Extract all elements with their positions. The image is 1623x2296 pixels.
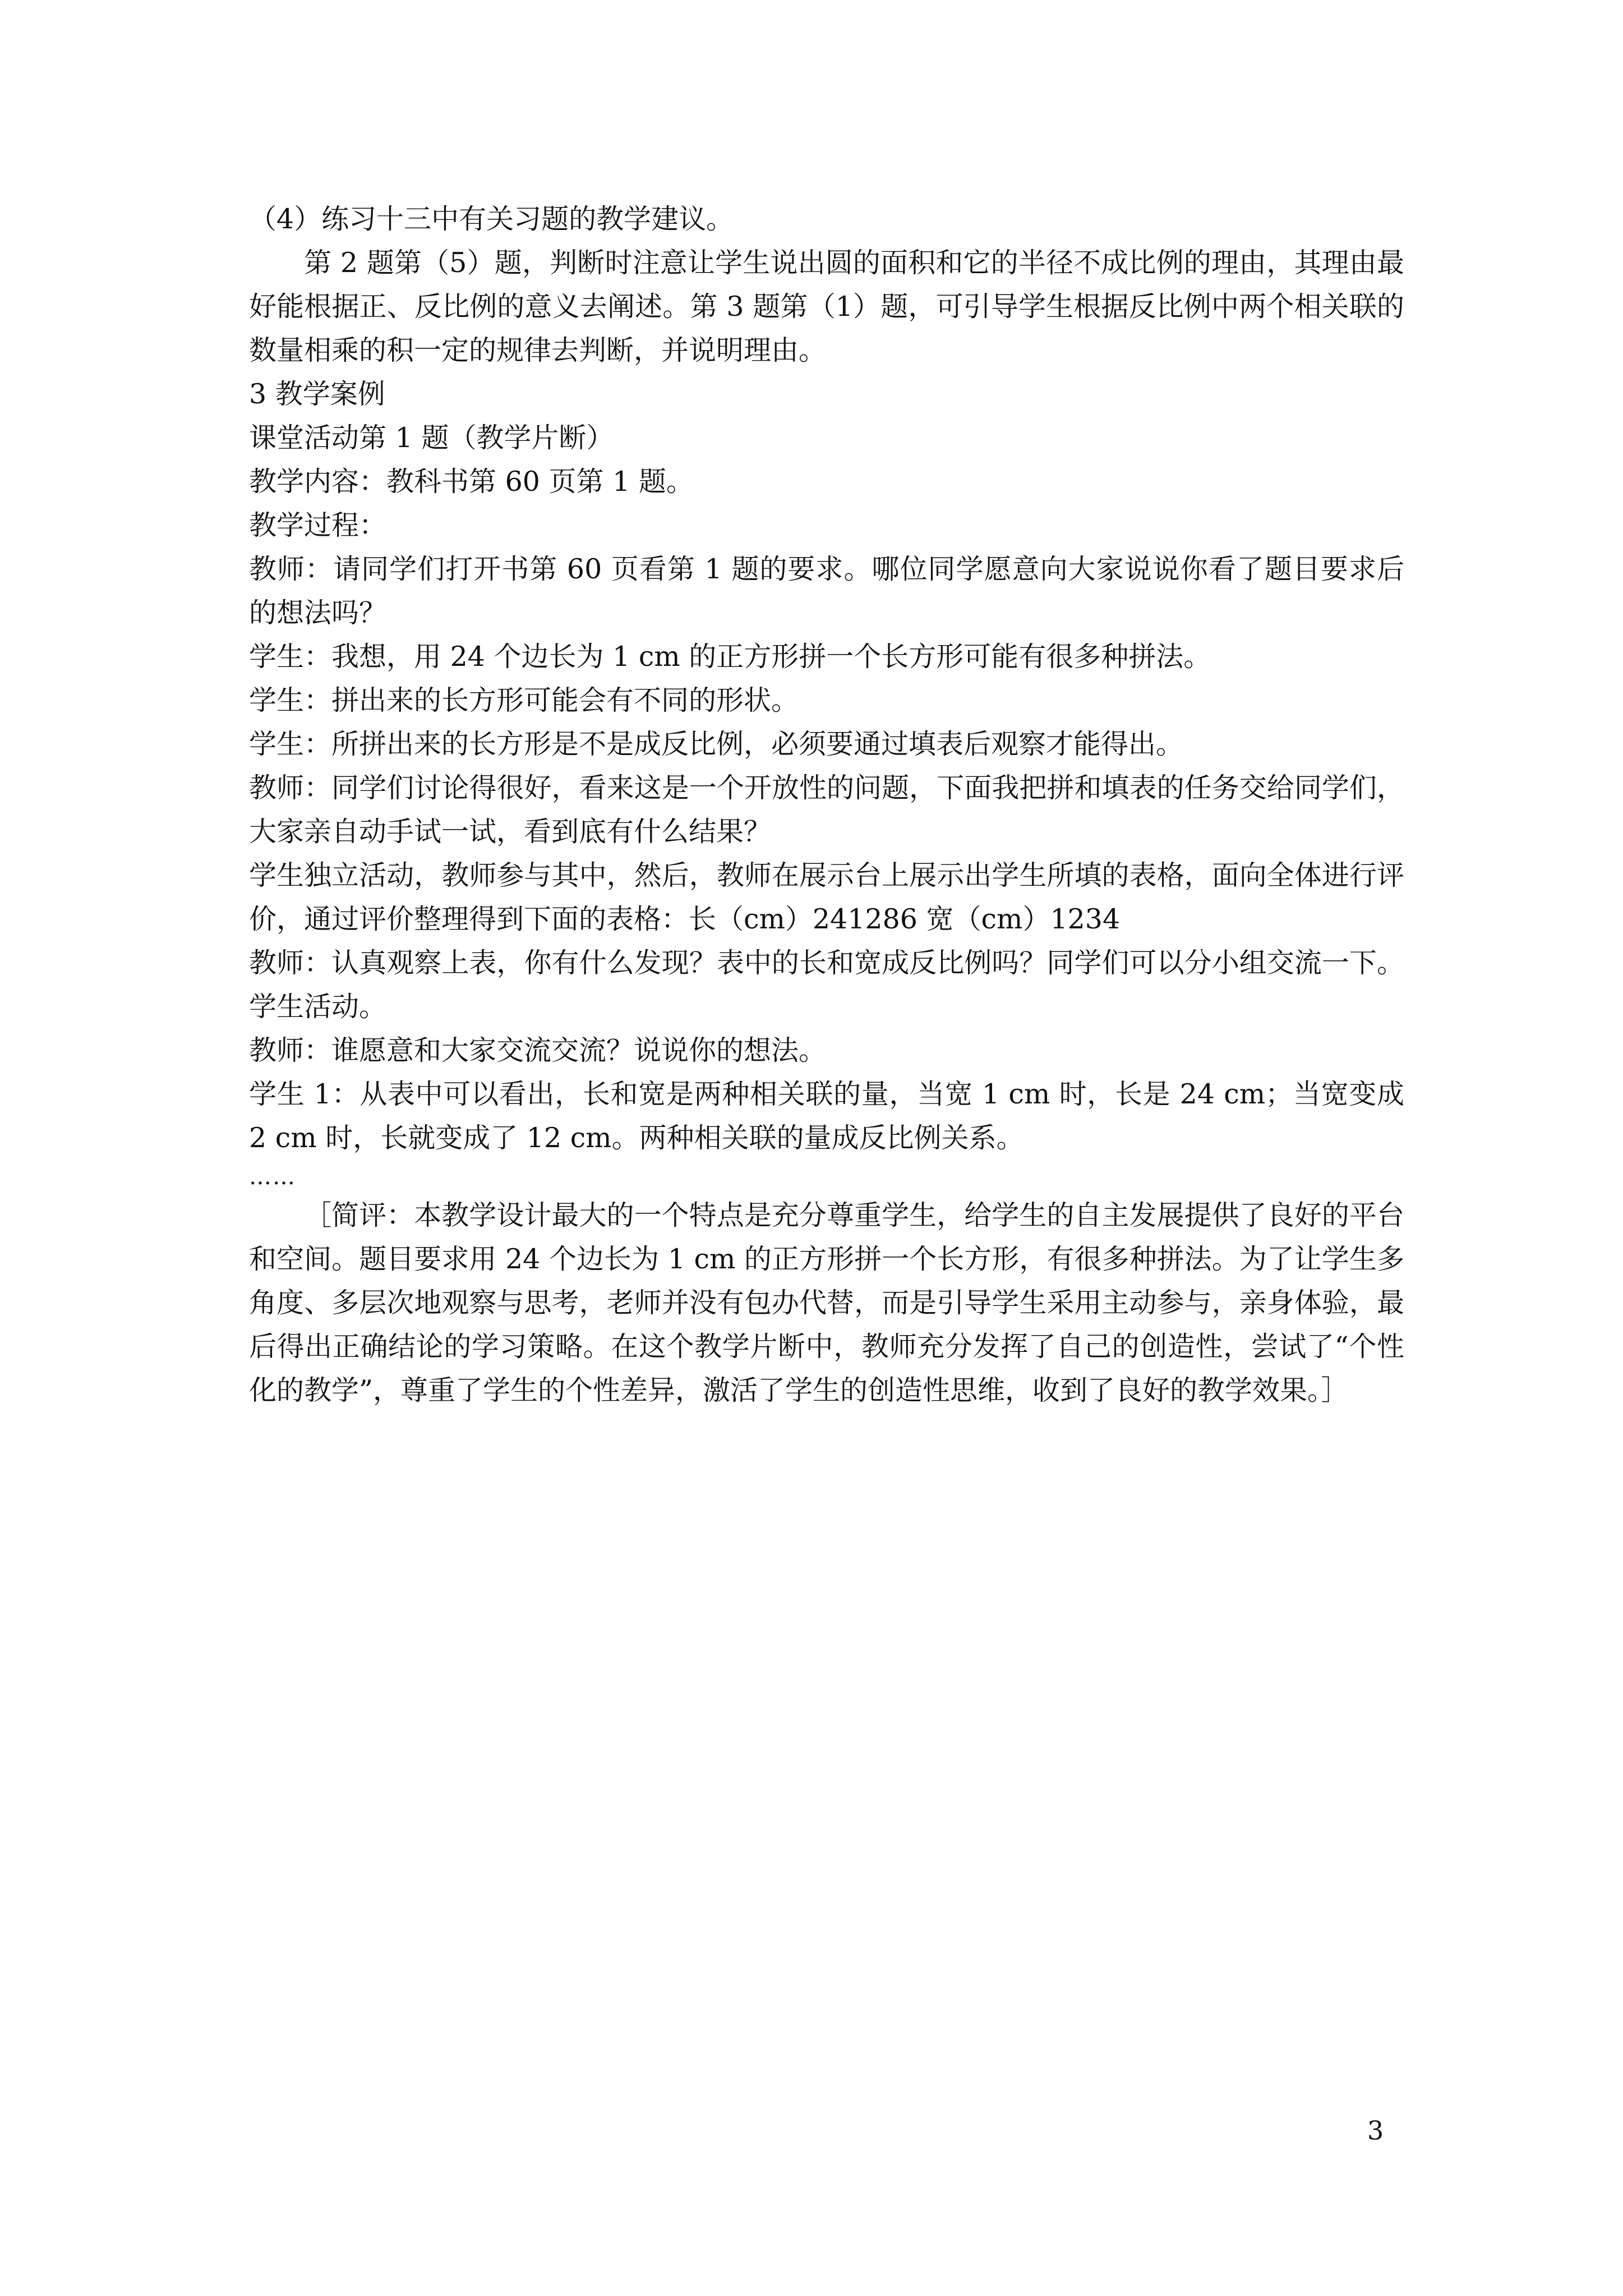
brief-comment-paragraph: ［简评：本教学设计最大的一个特点是充分尊重学生，给学生的自主发展提供了良好的平台和空间。题目要求用 24 个边长为 1 cm 的正方形拼一个长方形，有很多种拼法。为了让学生多角度、多层次地观察与思考，老师并没有包办代替，而是引导学生采用主动参与，亲身体验，最后得出正确结论的学习策略。在这个教学片断中，教师充分发挥了自己的创造性，尝试了“个性化的教学”，尊重了学生的个性差异，激活了学生的创造性思维，收到了良好的教学效果。］ xyxy=(249,1199,1404,1406)
student-dialogue-1: 学生：我想，用 24 个边长为 1 cm 的正方形拼一个长方形可能有很多种拼法。 xyxy=(249,641,1211,673)
teacher-dialogue-3: 教师：认真观察上表，你有什么发现？表中的长和宽成反比例吗？同学们可以分小组交流一下。学生活动。 xyxy=(249,947,1404,1023)
student-activity-paragraph: 学生独立活动，教师参与其中，然后，教师在展示台上展示出学生所填的表格，面向全体进行评价，通过评价整理得到下面的表格：长（cm）241286 宽（cm）1234 xyxy=(249,859,1404,935)
student-dialogue-4: 学生 1：从表中可以看出，长和宽是两种相关联的量，当宽 1 cm 时，长是 24 cm；当宽变成 2 cm 时，长就变成了 12 cm。两种相关联的量成反比例关系。 xyxy=(249,1078,1404,1154)
teacher-dialogue-1: 教师：请同学们打开书第 60 页看第 1 题的要求。哪位同学愿意向大家说说你看了题目要求后的想法吗？ xyxy=(249,553,1404,629)
student-dialogue-3: 学生：所拼出来的长方形是不是成反比例，必须要通过填表后观察才能得出。 xyxy=(249,728,1184,760)
activity-heading: 课堂活动第 1 题（教学片断） xyxy=(249,422,614,454)
teacher-dialogue-2: 教师：同学们讨论得很好，看来这是一个开放性的问题，下面我把拼和填表的任务交给同学们，大家亲自动手试一试，看到底有什么结果？ xyxy=(249,772,1404,848)
exercise-heading: （4）练习十三中有关习题的教学建议。 xyxy=(249,203,734,235)
teaching-suggestion-paragraph: 第 2 题第（5）题，判断时注意让学生说出圆的面积和它的半径不成比例的理由，其理由最好能根据正、反比例的意义去阐述。第 3 题第（1）题，可引导学生根据反比例中两个相关联的数量相乘的积一定的规律去判断，并说明理由。 xyxy=(249,247,1404,366)
page-number: 3 xyxy=(1367,2115,1384,2146)
section-heading-teaching-case: 3 教学案例 xyxy=(249,378,385,410)
teacher-dialogue-4: 教师：谁愿意和大家交流交流？说说你的想法。 xyxy=(249,1034,827,1066)
document-body xyxy=(249,197,1404,1412)
teaching-content-line: 教学内容：教科书第 60 页第 1 题。 xyxy=(249,466,694,498)
ellipsis: …… xyxy=(249,1164,296,1190)
student-dialogue-2: 学生：拼出来的长方形可能会有不同的形状。 xyxy=(249,684,799,716)
teaching-process-label: 教学过程： xyxy=(249,509,387,541)
